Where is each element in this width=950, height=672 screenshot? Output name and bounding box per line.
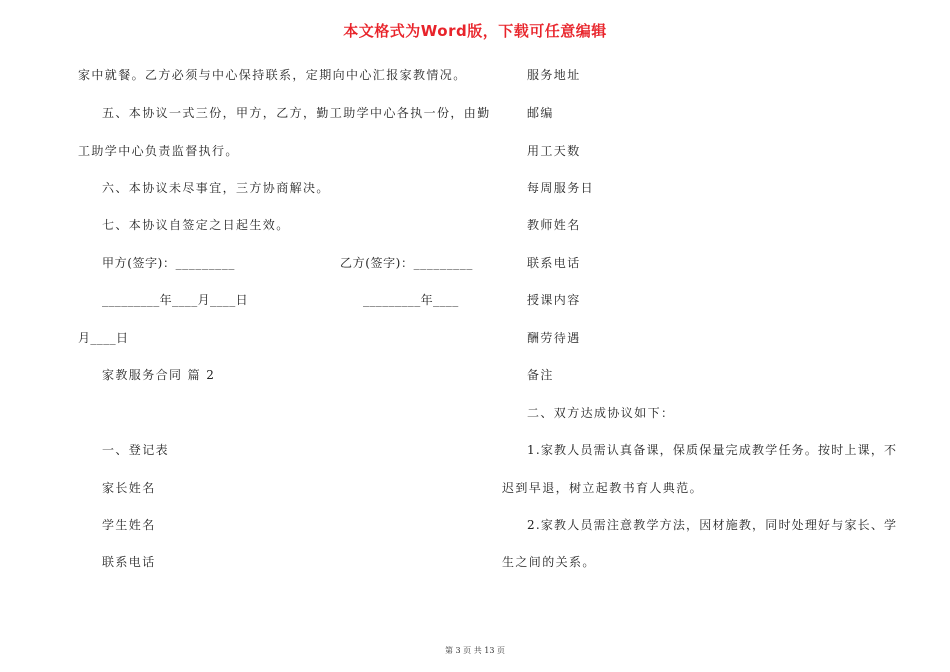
form-field-label: 备注: [527, 368, 554, 382]
date-party-a: _________年____月____日: [102, 293, 249, 307]
form-field-label: 联系电话: [102, 555, 156, 569]
paragraph-line: 五、本协议一式三份，甲方，乙方，勤工助学中心各执一份，由勤: [102, 106, 491, 120]
form-field-label: 酬劳待遇: [527, 331, 581, 345]
form-field-label: 邮编: [527, 106, 554, 120]
paragraph-line: 工助学中心负责监督执行。: [78, 144, 239, 158]
form-field-label: 服务地址: [527, 68, 581, 82]
form-field-label: 联系电话: [527, 256, 581, 270]
form-field-label: 教师姓名: [527, 218, 581, 232]
form-heading: 一、登记表: [102, 443, 170, 457]
date-party-b-continued: 月____日: [78, 331, 129, 345]
date-party-b: _________年____: [363, 293, 459, 307]
paragraph-line: 生之间的关系。: [502, 555, 596, 569]
signature-party-b: 乙方(签字)：_________: [340, 256, 473, 270]
paragraph-line: 2.家教人员需注意教学方法，因材施教，同时处理好与家长、学: [527, 518, 898, 532]
agreement-heading: 二、双方达成协议如下：: [527, 406, 675, 420]
signature-party-a: 甲方(签字)：_________: [102, 256, 235, 270]
paragraph-line: 六、本协议未尽事宜，三方协商解决。: [102, 181, 330, 195]
form-field-label: 授课内容: [527, 293, 581, 307]
form-field-label: 每周服务日: [527, 181, 595, 195]
page-number: 第 3 页 共 13 页: [445, 646, 505, 655]
section-title: 家教服务合同 篇 2: [102, 368, 216, 382]
paragraph-line: 迟到早退，树立起教书育人典范。: [502, 481, 704, 495]
form-field-label: 家长姓名: [102, 481, 156, 495]
form-field-label: 学生姓名: [102, 518, 156, 532]
paragraph-line: 1.家教人员需认真备课，保质保量完成教学任务。按时上课，不: [527, 443, 898, 457]
paragraph-line: 七、本协议自签定之日起生效。: [102, 218, 290, 232]
document-banner: 本文格式为Word版，下载可任意编辑: [343, 22, 607, 40]
form-field-label: 用工天数: [527, 144, 581, 158]
paragraph-line: 家中就餐。乙方必须与中心保持联系，定期向中心汇报家教情况。: [78, 68, 467, 82]
